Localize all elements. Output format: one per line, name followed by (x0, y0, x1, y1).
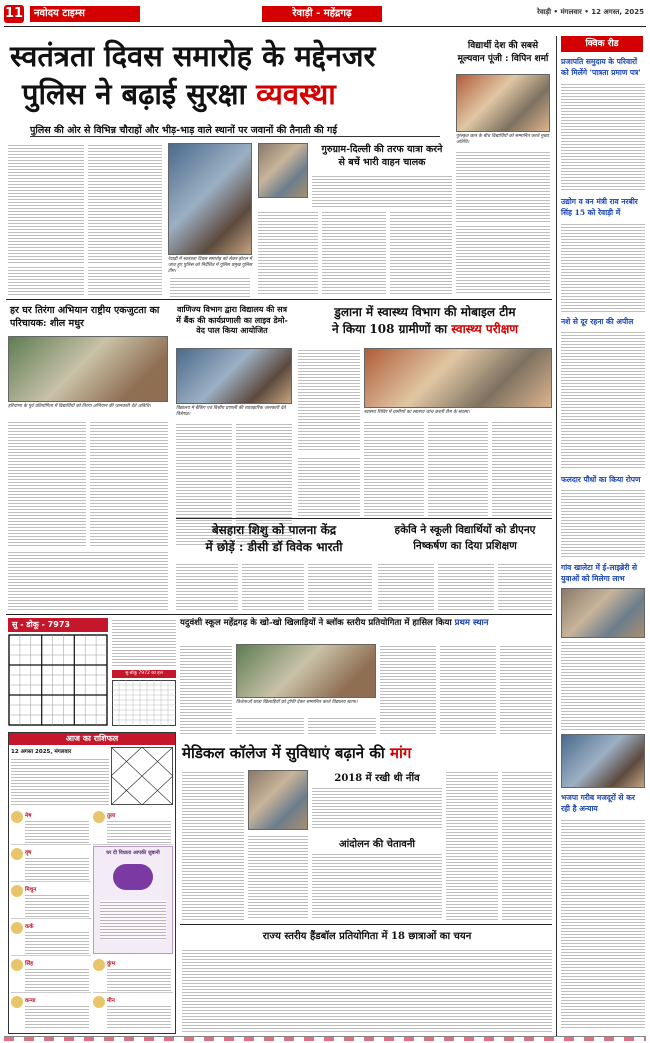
school-sports-body-a (180, 644, 232, 736)
commerce-photo (176, 348, 292, 404)
date-line: रेवाड़ी • मंगलवार • 12 अगस्त, 2025 (536, 8, 644, 16)
school-sports-headline-b: प्रथम स्थान (454, 618, 489, 628)
horoscope-date: 12 अगस्त 2025, मंगलवार (11, 749, 72, 755)
sidebar-story-3-title: नशे से दूर रहना की अपील (561, 317, 634, 326)
sign-name: मिथुन (25, 887, 37, 893)
sudoku-instructions (112, 618, 176, 668)
gurugram-body-b (322, 210, 386, 294)
hacking-body-c (498, 562, 552, 610)
medical-headline-b: मांग (390, 744, 412, 762)
health-caption: स्वास्थ्य शिविर में ग्रामीणों का स्वास्थ्य जांच करती टीम के सदस्य। (364, 410, 470, 415)
lead-photo-caption: रेवाड़ी में स्वतंत्रता दिवस समारोह को लेकर होटल में जांच हुए पुलिस को निर्देशित में पुलिस प्रमुख पुलिस टीम। (168, 257, 252, 274)
medical-headline-a: मेडिकल कॉलेज में सुविधाएं बढ़ाने की (182, 744, 385, 762)
sign-entry (93, 994, 173, 1030)
sign-entry (93, 809, 173, 845)
sign-icon (93, 811, 105, 823)
sign-icon (93, 996, 105, 1008)
medical-body-c (446, 770, 498, 920)
school-sports-photo (236, 644, 376, 698)
tiranga-body-c (8, 550, 168, 610)
lead-headline-part-b: व्यवस्था (256, 77, 336, 111)
cradle-headline-a: बेसहारा शिशु को पालना केंद्र (211, 523, 337, 537)
school-sports-body-d (380, 644, 436, 736)
sign-name: मीन (107, 998, 115, 1004)
paper-name: नवोदय टाइम्स (30, 6, 140, 22)
sign-icon (11, 885, 23, 897)
section-rule-1 (6, 299, 552, 300)
sign-entry (11, 920, 91, 956)
lead-photo (168, 143, 252, 255)
handball-headline: राज्य स्तरीय हैंडबॉल प्रतियोगिता में 18 छात्राओं का चयन (262, 931, 472, 942)
health-headline (298, 304, 552, 344)
medical-body-a (182, 770, 244, 920)
hacking-body-b (438, 562, 494, 610)
vipin-body (456, 150, 550, 222)
horoscope-intro (11, 757, 109, 805)
sign-entry (11, 809, 91, 845)
vipin-photo (456, 74, 550, 132)
lead-body-col2 (88, 143, 162, 263)
sign-icon (11, 959, 23, 971)
sidebar-photo-2 (561, 734, 645, 788)
gurugram-photo (258, 143, 308, 198)
school-sports-body-c (308, 716, 376, 736)
school-sports-headline (180, 618, 552, 640)
sidebar-story-1-body (561, 82, 645, 192)
gurugram-headline-a: गुरुग्राम-दिल्ली की तरफ यात्रा करने (321, 144, 443, 155)
sign-name: कुंभ (107, 961, 116, 967)
sidebar-story-4-body (561, 488, 645, 558)
bottom-strip (4, 1036, 646, 1041)
horoscope-box (8, 732, 176, 1034)
sudoku-grid[interactable] (8, 634, 108, 726)
hacking-body-a (378, 562, 434, 610)
hacking-headline: हकेवि ने स्कूली विद्यार्थियों को डीएनए निष्कर्षण का दिया प्रशिक्षण (394, 524, 536, 552)
sign-entry (11, 957, 91, 993)
school-sports-headline-a: यदुवंशी स्कूल महेंद्रगढ़ के खो-खो खिलाड़ियों ने ब्लॉक स्तरीय प्रतियोगिता में हासिल किया (180, 618, 452, 628)
lead-body-col4 (88, 265, 162, 297)
gurugram-body-a (258, 210, 318, 294)
health-body-b (364, 420, 424, 516)
medical-sub2: आंदोलन की चेतावनी (338, 839, 416, 850)
cradle-headline (176, 522, 372, 558)
sudoku-solution-label: सु-डोकू 7972 का हल (112, 670, 176, 678)
commerce-headline: वाणिज्य विभाग द्वारा विद्यालय की सत्र में बैंक की कार्यप्रणाली का लाइव डेमो-वेद पाल किया आयोजित (176, 304, 288, 335)
medical-body-b (248, 834, 308, 920)
lead-headline-part-a: पुलिस ने बढ़ाई सुरक्षा (22, 77, 247, 111)
horoscope-ad (93, 846, 173, 954)
horoscope-title: आज का राशिफल (9, 733, 175, 745)
health-headline-c: स्वास्थ्य परीक्षण (451, 322, 519, 336)
sidebar-story-2-title: उद्योग व वन मंत्री राव नरबीर सिंह 15 को रेवाड़ी में (561, 197, 638, 217)
sign-name: तुला (107, 813, 116, 819)
page-number-badge: 11 (4, 6, 24, 21)
sign-name: कर्क (25, 924, 34, 930)
lead-headline-line1: स्वतंत्रता दिवस समारोह के मद्देनजर (10, 39, 376, 73)
cradle-body-c (308, 562, 372, 610)
sidebar-story-6-body (561, 818, 645, 1028)
tiranga-body-a (8, 420, 86, 546)
medical-sub1: 2018 में रखी थी नींव (334, 773, 420, 784)
sign-entry (93, 957, 173, 993)
tiranga-body-b (90, 420, 168, 546)
lead-subhead: पुलिस की ओर से विभिन्न चौराहों और भीड़-भाड़ वाले स्थानों पर जवानों की तैनाती की गई (30, 123, 440, 137)
school-sports-body-b (236, 716, 304, 736)
health-headline-a: डुलाना में स्वास्थ्य विभाग की मोबाइल टीम (334, 305, 516, 319)
masthead (0, 0, 650, 28)
horoscope-chart (111, 747, 173, 805)
ad-title: घर दी विधाता आपकी जुबानी (106, 850, 160, 856)
cradle-headline-b: में छोड़ें : डीसी डॉ विवेक भारती (205, 540, 343, 554)
school-sports-body-f (500, 644, 552, 736)
handball-body (182, 948, 552, 1034)
gurugram-lead-text (312, 174, 452, 208)
horoscope-grid (11, 809, 173, 1031)
vipin-body-2 (456, 224, 550, 294)
gurugram-body-c (390, 210, 452, 294)
school-sports-caption: विजेताओं छात्रा खिलाड़ियों को ट्रॉफी देकर सम्मानित करते विद्यालय स्टाफ। (236, 700, 358, 705)
sign-name: सिंह (25, 961, 34, 967)
sudoku-solution-grid (112, 680, 176, 726)
tiranga-caption: हरियाणा के पूर्व प्रतियोगिता में विद्यार्थियों को तिरंगा अभियान की जानकारी देते अतिथि। (8, 404, 151, 409)
sign-icon (11, 848, 23, 860)
sign-icon (11, 922, 23, 934)
vipin-caption: पुरस्कृत छात्र के बीच विद्यार्थियों को सम्मानित करते मुख्य अतिथि। (456, 134, 549, 145)
section-rule-3 (6, 614, 552, 615)
quick-read-label: क्विक रीड (561, 36, 643, 52)
lead-body-col3 (8, 265, 84, 297)
tiranga-headline: हर घर तिरंगा अभियान राष्ट्रीय एकजुटता का परिचायक: शील मधुर (10, 305, 160, 329)
sidebar-story-1-title: प्रजापति समुदाय के परिवारों को मिलेंगे 'पात्रता प्रमाण पत्र' (561, 57, 641, 77)
tiranga-photo (8, 336, 168, 402)
sign-entry (11, 846, 91, 882)
vipin-headline: विद्यार्थी देश की सबसे मूल्यवान पूंजी : विपिन शर्मा (457, 41, 549, 64)
medical-sub2-text (312, 852, 442, 920)
gurugram-headline-b: से बचें भारी वाहन चालक (338, 157, 426, 168)
sidebar-story-2-body (561, 222, 645, 312)
school-sports-body-e (440, 644, 496, 736)
health-body-c (428, 420, 488, 516)
masthead-rule (4, 26, 646, 27)
sidebar (556, 36, 646, 1036)
sign-icon (11, 996, 23, 1008)
commerce-caption: विद्यालय में बैंकिंग एवं वित्तीय प्रणाली की व्यावहारिक जानकारी देते विशेषज्ञ। (176, 406, 286, 417)
ad-logo-icon (113, 864, 153, 890)
gurugram-headline (312, 143, 452, 173)
health-body-d (492, 420, 552, 516)
sidebar-story-3-body (561, 330, 645, 470)
sudoku-title: सु - डोकू - 7973 (8, 618, 108, 632)
sidebar-story-6-title: भजपा गरीब मजदूरों से कर रही है अन्याय (561, 793, 635, 813)
medical-photo (248, 770, 308, 830)
sign-name: मेष (25, 813, 32, 819)
sign-entry (11, 883, 91, 919)
lead-headline-line2 (22, 76, 442, 112)
health-headline-b: ने किया 108 ग्रामीणों का (331, 322, 448, 336)
medical-headline (182, 742, 552, 764)
lead-body-col5 (170, 276, 250, 297)
sign-name: वृष (25, 850, 32, 856)
sudoku-box (8, 618, 176, 728)
sign-entry (11, 994, 91, 1030)
cradle-body-a (176, 562, 238, 610)
health-photo (364, 348, 552, 408)
medical-body-d (502, 770, 552, 920)
medical-sub1-text (312, 786, 442, 830)
sign-icon (11, 811, 23, 823)
section-rule-2 (176, 518, 552, 519)
sidebar-story-4-title: फलदार पौधों का किया रोपण (561, 475, 641, 484)
sidebar-story-5-title: गांव खालेटा में ई-लाइब्रेरी से युवाओं को मिलेगा लाभ (561, 563, 638, 583)
cradle-body-b (242, 562, 304, 610)
health-body-e (298, 456, 360, 516)
sidebar-story-5-body (561, 640, 645, 730)
lead-body-col1 (8, 143, 84, 263)
sign-icon (93, 959, 105, 971)
sign-name: कन्या (25, 998, 36, 1004)
health-body-a (298, 348, 360, 452)
sidebar-story-5-photo (561, 588, 645, 638)
edition-label: रेवाड़ी - महेंद्रगढ़ (262, 6, 382, 22)
section-rule-4 (180, 924, 552, 925)
